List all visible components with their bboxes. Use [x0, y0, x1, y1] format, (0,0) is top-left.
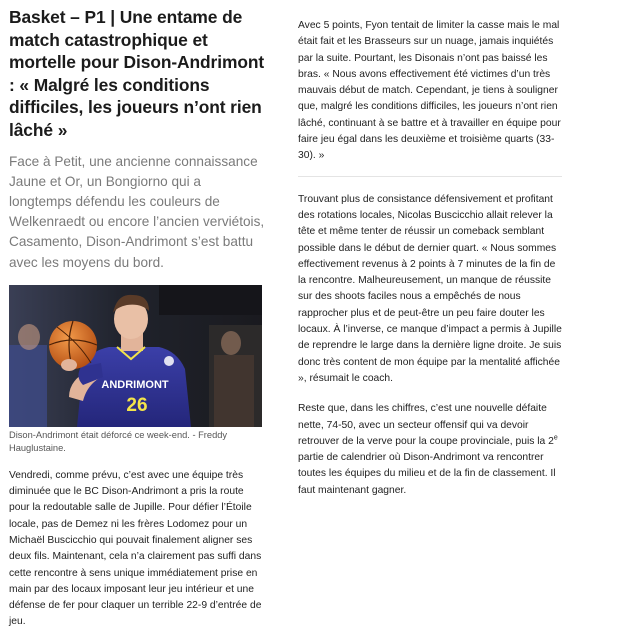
paragraph-2: Avec 5 points, Fyon tentait de limiter la casse mais le mal était fait et les Brasseurs sur un nuage, jamais inquiétés par la suite. Pourtant, les Disonais n’ont pas baissé les bras. « Nous avons effectivement été victimes d’un très mauvais début de match. Cependant, je tiens à souligner que, malgré les conditions difficiles, les joueurs n’ont rien lâché, continuant à se battre et à travailler en équipe pour faire jeu égal dans les deuxième et troisième quarts (33-30). »: [298, 20, 561, 162]
left-column: [9, 6, 265, 631]
article-title: Basket – P1 | Une entame de match catastrophique et mortelle pour Dison-Andrimont : « Malgré les conditions difficiles, les joueurs n’ont rien lâché »: [9, 7, 265, 140]
jersey-team-text: ANDRIMONT: [101, 378, 169, 391]
right-column: [298, 18, 562, 499]
article-lead: Face à Petit, une ancienne connaissance Jaune et Or, un Bongiorno qui a longtemps défendu les couleurs de Welkenraedt ou encore l’ancien verviétois, Casamento, Dison-Andrimont s’est battu avec les moyens du bord.: [9, 153, 265, 270]
paragraph-4-superscript: e: [553, 434, 558, 442]
paragraph-1: Vendredi, comme prévu, c’est avec une équipe très diminuée que le BC Dison-Andrimont a pris la route pour la redoutable salle de Jupille. Pour défier l’Étoile locale, pas de Demez ni les frères Lodomez pour un Michaël Buscicchio qui pouvait finalement aligner ses deux fils. Maintenant, cela n’a clairement pas suffi dans cette rencontre à sens unique immédiatement prise en main par des locaux imposant leur jeu intérieur et une défense de fer pour claquer un terrible 22-9 d’entrée de jeu.: [9, 469, 262, 628]
paragraph-4-part-2: partie de calendrier où Dison-Andrimont va rencontrer toutes les équipes du milieu et de la fin de classement. Il faut maintenant gagner.: [298, 452, 556, 496]
paragraph-4-part-1: Reste que, dans les chiffres, c’est une nouvelle défaite nette, 74-50, avec un secteur offensif qui va devoir retrouver de la verve pour la coupe provinciale, puis la 2: [298, 403, 554, 447]
section-divider: [298, 176, 562, 177]
paragraph-4: [298, 401, 562, 499]
basketball-player-image: [9, 285, 262, 427]
jersey-number-text: 26: [126, 394, 148, 416]
paragraph-3: Trouvant plus de consistance défensivement et profitant des rotations locales, Nicolas Buscicchio allait relever la tête et même tenter de réussir un comeback semblant possible dans le début de dernier quart. « Nous sommes effectivement revenus à 2 points à 7 minutes de la fin de la rencontre. Malheureusement, un manque de réussite sur des shoots faciles nous a empêchés de nous rapprocher plus et de peut-être un peu faire douter les locaux. À l’inverse, ce manque d’impact a permis à Jupille de reprendre le large dans la dernière ligne droite. Je suis donc très content de mon équipe par la mentalité affichée », résumait le coach.: [298, 193, 562, 384]
photo-caption: Dison-Andrimont était déforcé ce week-end. - Freddy Hauglustaine.: [9, 429, 228, 454]
article-photo[interactable]: [9, 285, 262, 427]
